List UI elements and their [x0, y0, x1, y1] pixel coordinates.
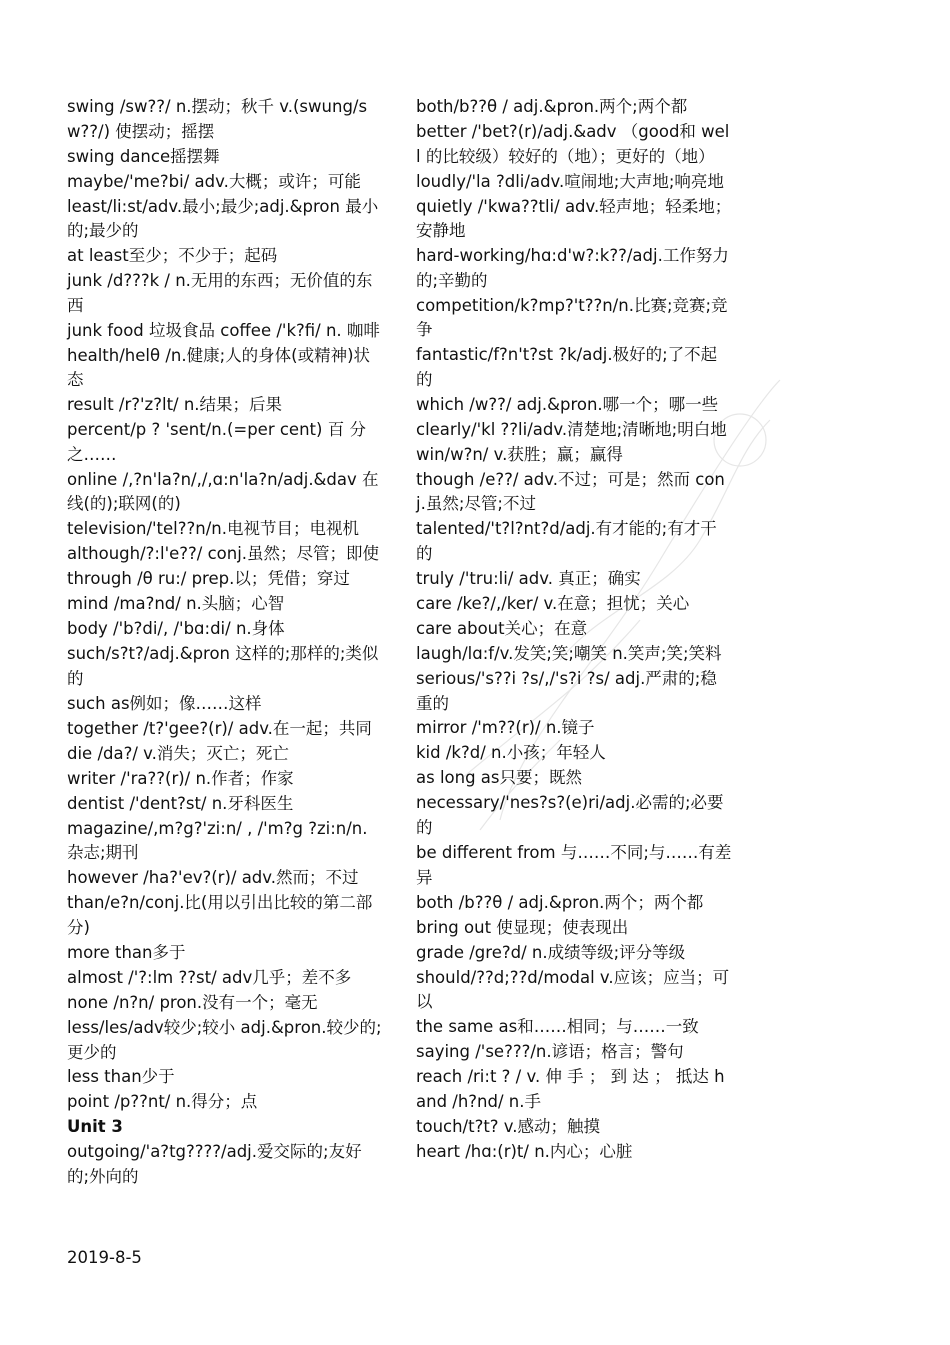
vocab-entry: writer /'ra??(r)/ n.作者；作家 — [67, 768, 294, 788]
vocab-entry: quietly /'kwa??tli/ adv.轻声地；轻柔地；安静地 — [416, 196, 732, 241]
vocab-entry: be different from 与……不同;与……有差异 — [416, 843, 732, 887]
vocab-entry: outgoing/'a?tg????/adj.爱交际的;友好的;外向的 — [67, 1142, 362, 1187]
vocab-entry: kid /k?d/ n.小孩；年轻人 — [416, 743, 606, 763]
vocab-entry: care about关心；在意 — [416, 618, 588, 638]
vocab-entry: clearly/'kl ??li/adv.清楚地;清晰地;明白地 — [416, 419, 727, 439]
vocab-entry: such/s?t?/adj.&pron 这样的;那样的;类似的 — [67, 644, 379, 688]
left-column — [67, 95, 383, 1190]
vocab-entry: competition/k?mp?'t??n/n.比赛;竞赛;竞争 — [416, 295, 728, 340]
vocab-entry: care /ke?/,/ker/ v.在意；担忧；关心 — [416, 593, 690, 613]
unit-heading: Unit 3 — [67, 1117, 123, 1137]
vocab-entry: result /r?'z?lt/ n.结果；后果 — [67, 395, 283, 415]
right-column — [416, 95, 732, 1165]
vocab-entry: should/??d;??d/modal v.应该；应当；可以 — [416, 967, 730, 1012]
vocab-entry: grade /gre?d/ n.成绩等级;评分等级 — [416, 942, 686, 962]
vocab-entry: talented/'t?l?nt?d/adj.有才能的;有才干的 — [416, 519, 717, 563]
vocab-entry: at least至少；不少于；起码 — [67, 246, 278, 266]
vocab-entry: none /n?n/ pron.没有一个；毫无 — [67, 992, 318, 1012]
vocab-entry: more than多于 — [67, 942, 186, 962]
vocab-entry: together /t?'gee?(r)/ adv.在一起；共同 — [67, 718, 372, 738]
vocab-entry: swing /sw??/ n.摆动；秋千 v.(swung/sw??/) 使摆动；摇摆 — [67, 97, 368, 141]
vocab-entry: necessary/'nes?s?(e)ri/adj.必需的;必要的 — [416, 793, 724, 838]
vocab-entry: loudly/'la ?dli/adv.喧闹地;大声地;响亮地 — [416, 171, 724, 191]
vocab-entry: swing dance摇摆舞 — [67, 146, 220, 166]
vocab-entry: laugh/lɑ:f/v.发笑;笑;嘲笑 n.笑声;笑;笑料 — [416, 643, 722, 663]
footer-date: 2019-8-5 — [67, 1248, 142, 1267]
vocab-entry: reach /ri:t ? / v. 伸 手 ； 到 达 ； 抵达 hand /h?nd/ n.手 — [416, 1067, 725, 1111]
vocab-entry: the same as和……相同；与……一致 — [416, 1017, 699, 1037]
vocab-entry: junk food 垃圾食品 coffee /'k?fi/ n. 咖啡 — [67, 320, 380, 340]
vocab-entry: die /da?/ v.消失；灭亡；死亡 — [67, 743, 289, 763]
vocab-entry: both/b??θ / adj.&pron.两个;两个都 — [416, 97, 688, 116]
vocab-entry: which /w??/ adj.&pron.哪一个；哪一些 — [416, 394, 719, 414]
vocab-entry: health/helθ /n.健康;人的身体(或精神)状态 — [67, 345, 371, 390]
vocab-entry: bring out 使显现；使表现出 — [416, 917, 629, 937]
vocab-entry: however /ha?'ev?(r)/ adv.然而；不过 — [67, 868, 359, 888]
vocab-entry: heart /hɑ:(r)t/ n.内心；心脏 — [416, 1141, 633, 1161]
vocab-entry: dentist /'dent?st/ n.牙科医生 — [67, 793, 294, 813]
vocab-entry: touch/t?t? v.感动；触摸 — [416, 1116, 601, 1136]
vocab-entry: online /,?n'la?n/,/,ɑ:n'la?n/adj.&dav 在线(的);联网(的) — [67, 469, 379, 514]
vocab-entry: point /p??nt/ n.得分；点 — [67, 1092, 258, 1112]
vocab-entry: maybe/'me?bi/ adv.大概；或许；可能 — [67, 171, 361, 191]
vocab-entry: magazine/,m?g?'zi:n/ , /'m?g ?zi:n/n.杂志;期刊 — [67, 818, 368, 863]
vocab-entry: than/e?n/conj.比(用以引出比较的第二部分) — [67, 893, 373, 937]
vocab-entry: fantastic/f?n't?st ?k/adj.极好的;了不起的 — [416, 345, 718, 389]
vocab-entry: hard-working/hɑ:d'w?:k??/adj.工作努力的;辛勤的 — [416, 246, 729, 290]
vocab-entry: as long as只要；既然 — [416, 768, 583, 788]
vocab-entry: serious/'s??i ?s/,/'s?i ?s/ adj.严肃的;稳重的 — [416, 668, 717, 713]
vocab-entry: almost /'?:lm ??st/ adv几乎；差不多 — [67, 967, 352, 987]
vocab-entry: though /e??/ adv.不过；可是；然而 conj.虽然;尽管;不过 — [416, 469, 725, 514]
vocab-entry: although/?:l'e??/ conj.虽然；尽管；即使 — [67, 544, 380, 564]
vocab-entry: television/'tel??n/n.电视节目；电视机 — [67, 519, 359, 539]
vocab-entry: less/les/adv较少;较小 adj.&pron.较少的;更少的 — [67, 1017, 382, 1062]
vocab-entry: such as例如；像……这样 — [67, 693, 262, 713]
vocab-entry: truly /'tru:li/ adv. 真正；确实 — [416, 568, 641, 588]
vocab-entry: body /'b?di/, /'bɑ:di/ n.身体 — [67, 619, 285, 639]
vocab-entry: mirror /'m??(r)/ n.镜子 — [416, 718, 595, 738]
vocab-entry: better /'bet?(r)/adj.&adv （good和 well 的比较级）较好的（地）；更好的（地） — [416, 121, 730, 166]
vocab-entry: win/w?n/ v.获胜；赢；赢得 — [416, 444, 623, 464]
vocab-entry: percent/p ? 'sent/n.(=per cent) 百 分之…… — [67, 420, 366, 464]
vocab-entry: both /b??θ / adj.&pron.两个；两个都 — [416, 892, 704, 912]
vocab-entry: through /θ ru:/ prep.以；凭借；穿过 — [67, 569, 350, 589]
vocab-entry: least/li:st/adv.最小;最少;adj.&pron 最小的;最少的 — [67, 196, 379, 241]
vocab-entry: mind /ma?nd/ n.头脑；心智 — [67, 594, 285, 614]
vocab-entry: less than少于 — [67, 1067, 175, 1087]
vocab-entry: junk /d???k / n.无用的东西；无价值的东西 — [67, 271, 373, 315]
vocab-entry: saying /'se???/n.谚语；格言；警句 — [416, 1042, 684, 1062]
